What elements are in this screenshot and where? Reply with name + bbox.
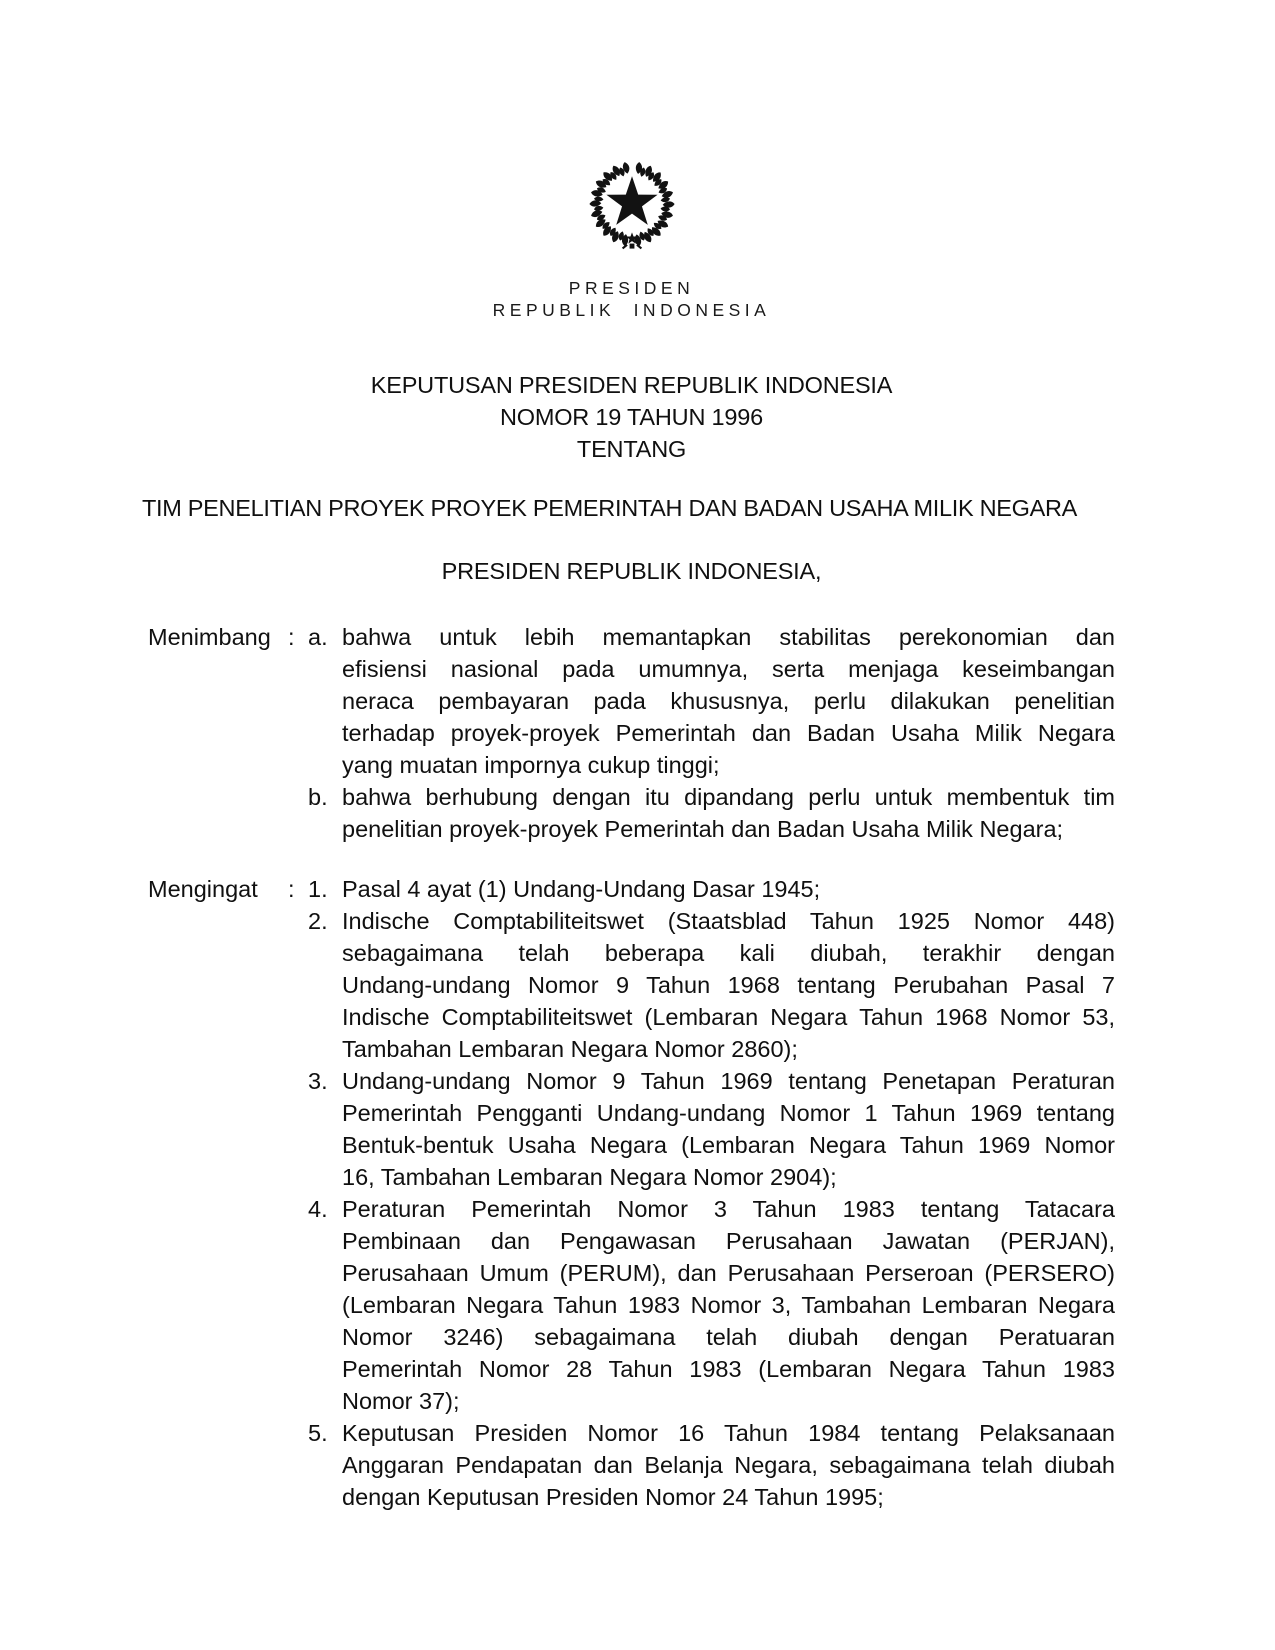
list-item bbox=[308, 1417, 1115, 1513]
presidential-seal-icon bbox=[569, 152, 695, 265]
clause-colon: : bbox=[288, 624, 295, 650]
clause-label: Mengingat bbox=[148, 876, 258, 902]
item-marker: 5. bbox=[308, 1420, 328, 1446]
text-line: neraca pembayaran pada khususnya, perlu dilakukan penelitian bbox=[342, 688, 1115, 714]
emblem-area bbox=[148, 152, 1115, 265]
text-line: Nomor 3246) sebagaimana telah diubah dengan Peratuaran bbox=[342, 1324, 1115, 1350]
menimbang-items bbox=[308, 621, 1115, 845]
text-line: bahwa berhubung dengan itu dipandang perlu untuk membentuk tim bbox=[342, 784, 1115, 810]
item-text bbox=[342, 1193, 1115, 1417]
text-line: Pemerintah Nomor 28 Tahun 1983 (Lembaran Negara Tahun 1983 bbox=[342, 1356, 1115, 1382]
list-item bbox=[308, 905, 1115, 1065]
item-text bbox=[342, 621, 1115, 781]
text-line: (Lembaran Negara Tahun 1983 Nomor 3, Tambahan Lembaran Negara bbox=[342, 1292, 1115, 1318]
clause-label: Menimbang bbox=[148, 624, 271, 650]
item-marker: a. bbox=[308, 624, 328, 650]
text-line: efisiensi nasional pada umumnya, serta menjaga keseimbangan bbox=[342, 656, 1115, 682]
list-item bbox=[308, 1065, 1115, 1193]
title-line-2: NOMOR 19 TAHUN 1996 bbox=[499, 404, 764, 430]
mengingat-items bbox=[308, 873, 1115, 1513]
text-line: terhadap proyek-proyek Pemerintah dan Badan Usaha Milik Negara bbox=[342, 720, 1115, 746]
text-line: Indische Comptabiliteitswet (Staatsblad Tahun 1925 Nomor 448) bbox=[342, 908, 1115, 934]
mengingat-clause bbox=[148, 873, 1115, 1513]
text-line: Peraturan Pemerintah Nomor 3 Tahun 1983 tentang Tatacara bbox=[342, 1196, 1115, 1222]
text-line: Anggaran Pendapatan dan Belanja Negara, sebagaimana telah diubah bbox=[342, 1452, 1115, 1478]
text-line: dengan Keputusan Presiden Nomor 24 Tahun 1995; bbox=[342, 1484, 884, 1510]
item-marker: 1. bbox=[308, 876, 328, 902]
list-item bbox=[308, 1193, 1115, 1417]
text-line: sebagaimana telah beberapa kali diubah, terakhir dengan bbox=[342, 940, 1115, 966]
text-line: Perusahaan Umum (PERUM), dan Perusahaan Perseroan (PERSERO) bbox=[342, 1260, 1115, 1286]
text-line: Tambahan Lembaran Negara Nomor 2860); bbox=[342, 1036, 798, 1062]
text-line: Pasal 4 ayat (1) Undang-Undang Dasar 1945; bbox=[342, 876, 821, 902]
item-text bbox=[342, 781, 1115, 845]
text-line: Undang-undang Nomor 9 Tahun 1968 tentang Perubahan Pasal 7 bbox=[342, 972, 1115, 998]
agency-line-2: REPUBLIK INDONESIA bbox=[492, 300, 771, 320]
item-marker: 3. bbox=[308, 1068, 328, 1094]
clause-colon: : bbox=[288, 876, 295, 902]
text-line: 16, Tambahan Lembaran Negara Nomor 2904); bbox=[342, 1164, 837, 1190]
item-marker: 2. bbox=[308, 908, 328, 934]
salutation-line: PRESIDEN REPUBLIK INDONESIA, bbox=[441, 558, 822, 584]
star bbox=[606, 176, 657, 225]
text-line: Keputusan Presiden Nomor 16 Tahun 1984 tentang Pelaksanaan bbox=[342, 1420, 1115, 1446]
text-line: Pembinaan dan Pengawasan Perusahaan Jawatan (PERJAN), bbox=[342, 1228, 1115, 1254]
item-text bbox=[342, 873, 1115, 905]
agency-name bbox=[148, 277, 1115, 321]
list-item bbox=[308, 781, 1115, 845]
text-line: penelitian proyek-proyek Pemerintah dan Badan Usaha Milik Negara; bbox=[342, 816, 1064, 842]
item-marker: b. bbox=[308, 784, 328, 810]
list-item bbox=[308, 873, 1115, 905]
item-text bbox=[342, 1065, 1115, 1193]
text-line: bahwa untuk lebih memantapkan stabilitas perekonomian dan bbox=[342, 624, 1115, 650]
text-line: yang muatan impornya cukup tinggi; bbox=[342, 752, 720, 778]
subject-line: TIM PENELITIAN PROYEK PROYEK PEMERINTAH DAN BADAN USAHA MILIK NEGARA bbox=[142, 495, 1078, 521]
text-line: Pemerintah Pengganti Undang-undang Nomor 1 Tahun 1969 tentang bbox=[342, 1100, 1115, 1126]
title-line-3: TENTANG bbox=[576, 436, 687, 462]
text-line: Indische Comptabiliteitswet (Lembaran Negara Tahun 1968 Nomor 53, bbox=[342, 1004, 1115, 1030]
agency-line-1: PRESIDEN bbox=[568, 278, 695, 298]
item-text bbox=[342, 1417, 1115, 1513]
title-line-1: KEPUTUSAN PRESIDEN REPUBLIK INDONESIA bbox=[370, 372, 893, 398]
item-marker: 4. bbox=[308, 1196, 328, 1222]
text-line: Nomor 37); bbox=[342, 1388, 460, 1414]
menimbang-clause bbox=[148, 621, 1115, 845]
text-line: Undang-undang Nomor 9 Tahun 1969 tentang Penetapan Peraturan bbox=[342, 1068, 1115, 1094]
document-title bbox=[148, 369, 1115, 465]
list-item bbox=[308, 621, 1115, 781]
text-line: Bentuk-bentuk Usaha Negara (Lembaran Negara Tahun 1969 Nomor bbox=[342, 1132, 1115, 1158]
item-text bbox=[342, 905, 1115, 1065]
